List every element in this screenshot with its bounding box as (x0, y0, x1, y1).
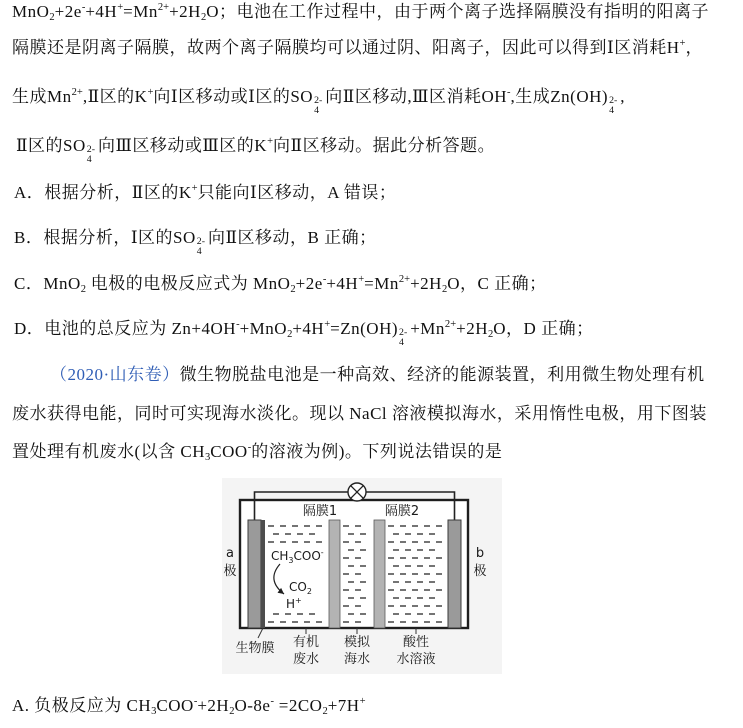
subscript: 2 (441, 284, 448, 296)
text-run: 废水获得电能，同时可实现海水淡化。现以 NaCl 溶液模拟海水，采用惰性电极，用下图装 (12, 404, 707, 423)
ion-count: 4 (314, 104, 319, 116)
acetate-mid: COO (293, 549, 321, 563)
text-run: 置处理有机废水(以含 CH (12, 442, 206, 461)
electrode-a-word: 极 (223, 564, 237, 579)
text-run: COO (156, 696, 194, 715)
superscript: + (679, 38, 686, 50)
superscript: + (191, 183, 198, 195)
simulated-seawater-label-1: 模拟 (343, 635, 371, 650)
text-run: Ⅱ区的SO (16, 136, 86, 155)
text-run: O，C 正确； (447, 274, 547, 293)
organic-wastewater-label-2: 废水 (292, 652, 320, 667)
text-run: 向Ⅱ区移动，B 正确； (208, 228, 377, 247)
acidic-solution-label-2: 水溶液 (396, 652, 436, 667)
proton-base: H (286, 597, 296, 611)
superscript: - (81, 2, 86, 14)
question-stem-line (50, 364, 705, 386)
text-run: , (620, 87, 626, 106)
text-run: +2H (169, 2, 201, 21)
text-run: =Mn (364, 274, 399, 293)
acidic-solution-label-1: 酸性 (402, 635, 430, 650)
proton-charge: + (295, 596, 302, 605)
text-run: =Zn(OH) (330, 319, 399, 338)
co2-base: CO (289, 580, 307, 594)
text-run: MnO (12, 2, 50, 21)
acetate-label (271, 548, 324, 565)
text-run: B．根据分析，Ⅰ区的SO (14, 228, 196, 247)
superscript: 2+ (398, 274, 411, 286)
text-run: +2H (456, 319, 489, 338)
electrode-b-word: 极 (473, 564, 487, 579)
membrane-2 (374, 520, 385, 628)
text-run: O，D 正确； (493, 319, 594, 338)
superscript: - (322, 274, 327, 286)
superscript: - (193, 696, 198, 708)
option-explanation-b (14, 227, 377, 257)
analysis-line (12, 37, 703, 59)
acetate-base: CH (271, 549, 289, 563)
electrode-b (448, 520, 461, 628)
superscript: + (267, 136, 274, 148)
text-run: ,Ⅱ区的K (82, 87, 148, 106)
ion-charge-stack (197, 237, 205, 256)
ion-charge-stack (87, 145, 95, 164)
text-run: +4H (292, 319, 325, 338)
subscript: 3 (151, 706, 157, 718)
superscript: + (117, 2, 124, 14)
subscript: 2 (287, 329, 293, 341)
co2-subscript: 2 (306, 587, 312, 596)
subscript: 3 (205, 452, 211, 464)
text-run: +7H (327, 696, 360, 715)
text-run: +4H (85, 2, 118, 21)
ion-charge: 2- (196, 236, 205, 248)
ion-count: 4 (609, 104, 614, 116)
text-run: A．根据分析，Ⅱ区的K (14, 183, 192, 202)
biofilm-label: 生物膜 (235, 641, 275, 656)
option-explanation-c (14, 273, 547, 295)
text-run: +MnO (239, 319, 288, 338)
membrane-2-label: 隔膜2 (384, 504, 420, 519)
text-run: A. 负极反应为 CH (12, 696, 152, 715)
electrode-a (248, 520, 261, 628)
text-run: =Mn (123, 2, 158, 21)
biofilm-layer (261, 520, 265, 628)
subscript: 2 (229, 706, 235, 718)
question-source-tag: （2020·山东卷） (50, 365, 180, 384)
superscript: 2+ (444, 319, 457, 331)
text-run: 只能向Ⅰ区移动，A 错误； (197, 183, 397, 202)
text-run: ,生成Zn(OH) (510, 87, 609, 106)
subscript: 2 (488, 329, 494, 341)
subscript: 2 (200, 12, 207, 24)
subscript: 2 (290, 284, 296, 296)
text-run: 向Ⅲ区移动或Ⅲ区的K (98, 136, 268, 155)
ion-count: 4 (196, 245, 202, 257)
superscript: 2+ (71, 87, 83, 99)
ion-charge: 2- (86, 144, 95, 156)
text-run: ， (685, 38, 703, 57)
analysis-line (16, 135, 496, 165)
subscript: 2 (49, 12, 55, 24)
superscript: - (270, 696, 274, 708)
text-run: O；电池在工作过程中，由于两个离子选择隔膜没有指明的阳离子 (206, 2, 709, 21)
electrode-b-letter: b (475, 546, 485, 561)
text-run: =2CO (273, 696, 323, 715)
analysis-line (12, 86, 626, 116)
superscript: + (359, 696, 366, 708)
electrode-a-letter: a (226, 546, 234, 561)
text-run: 的溶液为例)。下列说法错误的是 (251, 442, 503, 461)
ion-count: 4 (86, 153, 92, 165)
acetate-charge: - (320, 548, 324, 557)
choice-a (12, 695, 366, 717)
question-stem-line (12, 441, 502, 463)
text-run: 向Ⅱ区移动。据此分析答题。 (273, 136, 496, 155)
text-run: +4H (326, 274, 359, 293)
text-run: +2e (295, 274, 323, 293)
text-run: 生成Mn (12, 87, 72, 106)
option-explanation-a (14, 182, 396, 204)
galvanometer-icon (348, 483, 366, 501)
membrane-1 (329, 520, 340, 628)
subscript: 2 (80, 284, 86, 296)
ion-charge-stack (314, 96, 322, 115)
cell-tank (240, 500, 468, 628)
question-stem-line (12, 403, 707, 425)
text-run: +2H (197, 696, 230, 715)
text-run: 向Ⅰ区移动或Ⅰ区的SO (153, 87, 314, 106)
text-run: O-8e (234, 696, 271, 715)
superscript: - (236, 319, 240, 331)
text-run: 隔膜还是阴离子隔膜，故两个离子隔膜均可以通过阴、阳离子，因此可以得到Ⅰ区消耗H (12, 38, 680, 57)
acetate-subscript: 3 (288, 556, 294, 565)
superscript: + (147, 87, 154, 99)
membrane-1-label: 隔膜1 (302, 504, 338, 519)
superscript: + (358, 274, 365, 286)
superscript: - (507, 87, 511, 99)
text-run: 电极的电极反应式为 MnO (86, 274, 291, 293)
microbial-desalination-cell-diagram (222, 478, 502, 674)
superscript: - (247, 442, 252, 454)
superscript: 2+ (157, 2, 170, 14)
text-run: 微生物脱盐电池是一种高效、经济的能源装置，利用微生物处理有机 (179, 365, 705, 384)
ion-charge: 2- (399, 327, 408, 339)
text-run: +2e (54, 2, 82, 21)
subscript: 2 (322, 706, 328, 718)
ion-charge: 2- (314, 95, 323, 107)
text-run: +2H (410, 274, 442, 293)
simulated-seawater-label-2: 海水 (343, 652, 371, 667)
text-run: COO (210, 442, 248, 461)
ion-count: 4 (399, 336, 404, 348)
text-run: +Mn (410, 319, 445, 338)
text-run: C．MnO (14, 274, 81, 293)
ion-charge-stack (609, 96, 617, 115)
ion-charge-stack (399, 328, 407, 347)
superscript: + (324, 319, 331, 331)
option-explanation-d (14, 318, 594, 348)
analysis-line (12, 1, 709, 23)
organic-wastewater-label-1: 有机 (292, 635, 320, 650)
text-run: 向Ⅱ区移动,Ⅲ区消耗OH (325, 87, 508, 106)
text-run: D．电池的总反应为 Zn+4OH (14, 319, 237, 338)
ion-charge: 2- (609, 95, 618, 107)
